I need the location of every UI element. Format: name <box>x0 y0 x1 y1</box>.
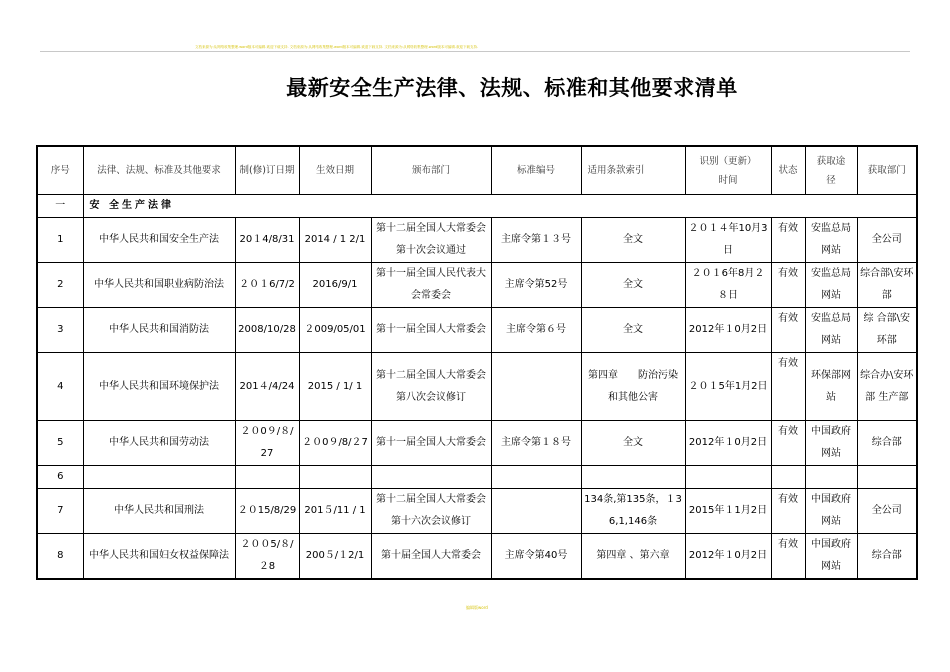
watermark-top: 文档来源为:从网络收集整理.word版本可编辑.欢迎下载支持. 文档来源为:从网络收集整理.word版本可编辑.欢迎下载支持. 文档来源为:从网络收集整理.word版本可编辑.欢迎下载支持. <box>195 45 479 49</box>
cell-std-no: 主席令第52号 <box>491 263 581 308</box>
cell-std-no <box>491 489 581 534</box>
cell-std-no <box>491 466 581 489</box>
cell-seq: 1 <box>37 218 83 263</box>
table-row <box>37 353 917 421</box>
page-title: 最新安全生产法律、法规、标准和其他要求清单 <box>286 76 738 100</box>
cell-source: 中国政府网站 <box>805 489 857 534</box>
cell-revise-date: ２００5/８/２8 <box>235 534 299 580</box>
cell-effective-date: ２009/05/01 <box>299 308 371 353</box>
cell-status: 有效 <box>771 218 805 263</box>
cell-status: 有效 <box>771 421 805 466</box>
cell-dept <box>857 466 917 489</box>
cell-source: 环保部网站 <box>805 353 857 421</box>
cell-source: 安监总局网站 <box>805 263 857 308</box>
table-row <box>37 263 917 308</box>
cell-dept: 综 合部\安环部 <box>857 308 917 353</box>
table-row <box>37 534 917 580</box>
cell-revise-date: ２０0９/８/ 27 <box>235 421 299 466</box>
cell-dept: 综合部 <box>857 534 917 580</box>
cell-issuer <box>371 466 491 489</box>
cell-name: 中华人民共和国消防法 <box>83 308 235 353</box>
cell-std-no: 主席令第40号 <box>491 534 581 580</box>
cell-revise-date: ２０15/8/29 <box>235 489 299 534</box>
cell-name: 中华人民共和国环境保护法 <box>83 353 235 421</box>
cell-std-no: 主席令第１８号 <box>491 421 581 466</box>
cell-clauses: 134条,第135条，１36,1,146条 <box>581 489 685 534</box>
cell-status: 有效 <box>771 263 805 308</box>
cell-status: 有效 <box>771 308 805 353</box>
col-source <box>805 146 857 195</box>
cell-dept: 综合部\安环部 <box>857 263 917 308</box>
cell-seq: 2 <box>37 263 83 308</box>
section-seq: 一 <box>37 195 83 218</box>
cell-issuer: 第十届全国人大常委会 <box>371 534 491 580</box>
cell-source: 安监总局网站 <box>805 308 857 353</box>
cell-effective-date: 2016/9/1 <box>299 263 371 308</box>
regulations-table <box>36 145 918 580</box>
cell-identify-time: 2015年１1月2日 <box>685 489 771 534</box>
cell-source: 中国政府网站 <box>805 421 857 466</box>
cell-issuer: 第十二届全国人大常委会第十次会议通过 <box>371 218 491 263</box>
cell-identify-time: ２０１5年1月2日 <box>685 353 771 421</box>
cell-effective-date: 2014 / 1 2/1 <box>299 218 371 263</box>
cell-seq: 8 <box>37 534 83 580</box>
cell-issuer: 第十二届全国人大常委会第八次会议修订 <box>371 353 491 421</box>
cell-issuer: 第十一届全国人大常委会 <box>371 308 491 353</box>
col-revise-date: 制(修)订日期 <box>235 146 299 195</box>
cell-effective-date <box>299 466 371 489</box>
cell-dept: 综合办\安环部 生产部 <box>857 353 917 421</box>
cell-seq: 7 <box>37 489 83 534</box>
table-row <box>37 308 917 353</box>
col-effective-date: 生效日期 <box>299 146 371 195</box>
cell-name: 中华人民共和国刑法 <box>83 489 235 534</box>
cell-status: 有效 <box>771 534 805 580</box>
cell-status <box>771 466 805 489</box>
cell-identify-time <box>685 466 771 489</box>
cell-clauses <box>581 466 685 489</box>
cell-effective-date: 200５/１2/1 <box>299 534 371 580</box>
cell-source: 安监总局网站 <box>805 218 857 263</box>
header-rule <box>40 51 910 52</box>
cell-clauses: 全文 <box>581 263 685 308</box>
col-seq: 序号 <box>37 146 83 195</box>
col-issuer: 颁布部门 <box>371 146 491 195</box>
col-identify-time <box>685 146 771 195</box>
cell-std-no <box>491 353 581 421</box>
col-std-no: 标准编号 <box>491 146 581 195</box>
cell-revise-date: ２０１6/7/2 <box>235 263 299 308</box>
cell-seq: 3 <box>37 308 83 353</box>
cell-clauses: 第四章 、第六章 <box>581 534 685 580</box>
cell-identify-time: ２０１6年8月２８日 <box>685 263 771 308</box>
cell-clauses: 全文 <box>581 218 685 263</box>
col-identify-time-line2: 时间 <box>718 174 738 186</box>
cell-issuer: 第十一届全国人大常委会 <box>371 421 491 466</box>
cell-seq: 6 <box>37 466 83 489</box>
cell-name: 中华人民共和国职业病防治法 <box>83 263 235 308</box>
cell-clauses: 全文 <box>581 421 685 466</box>
cell-status: 有效 <box>771 489 805 534</box>
section-row <box>37 195 917 218</box>
cell-issuer: 第十二届全国人大常委会第十六次会议修订 <box>371 489 491 534</box>
cell-source: 中国政府网站 <box>805 534 857 580</box>
cell-status: 有效 <box>771 353 805 421</box>
cell-std-no: 主席令第６号 <box>491 308 581 353</box>
header-row <box>37 146 917 195</box>
cell-revise-date: 2008/10/28 <box>235 308 299 353</box>
cell-name: 中华人民共和国安全生产法 <box>83 218 235 263</box>
col-clauses: 适用条款索引 <box>581 146 685 195</box>
cell-identify-time: 2012年１0月2日 <box>685 421 771 466</box>
table-row <box>37 466 917 489</box>
cell-effective-date: 2015 / 1/ 1 <box>299 353 371 421</box>
section-title: 安 全生产法律 <box>83 195 917 218</box>
cell-seq: 5 <box>37 421 83 466</box>
cell-clauses: 全文 <box>581 308 685 353</box>
cell-revise-date <box>235 466 299 489</box>
cell-effective-date: ２０0９/8/２7 <box>299 421 371 466</box>
col-name: 法律、法规、标准及其他要求 <box>83 146 235 195</box>
cell-identify-time: 2012年１0月2日 <box>685 308 771 353</box>
table-row <box>37 218 917 263</box>
table-row <box>37 421 917 466</box>
cell-issuer: 第十一届全国人民代表大会常委会 <box>371 263 491 308</box>
cell-dept: 综合部 <box>857 421 917 466</box>
cell-seq: 4 <box>37 353 83 421</box>
cell-clauses: 第四章 防治污染和其他公害 <box>581 353 685 421</box>
watermark-bottom: 编辑版word <box>466 605 488 610</box>
table-row <box>37 489 917 534</box>
cell-source <box>805 466 857 489</box>
cell-name: 中华人民共和国劳动法 <box>83 421 235 466</box>
cell-name <box>83 466 235 489</box>
col-dept: 获取部门 <box>857 146 917 195</box>
cell-identify-time: ２０１４年10月3日 <box>685 218 771 263</box>
cell-std-no: 主席令第１３号 <box>491 218 581 263</box>
col-status: 状态 <box>771 146 805 195</box>
cell-effective-date: 201５/11 / 1 <box>299 489 371 534</box>
col-source-line2: 径 <box>826 174 836 186</box>
cell-revise-date: 20１4/8/31 <box>235 218 299 263</box>
cell-identify-time: 2012年１0月2日 <box>685 534 771 580</box>
cell-dept: 全公司 <box>857 489 917 534</box>
cell-revise-date: 201４/4/24 <box>235 353 299 421</box>
col-source-line1: 获取途 <box>816 155 846 167</box>
col-identify-time-line1: 识别（更新） <box>699 155 757 167</box>
cell-dept: 全公司 <box>857 218 917 263</box>
cell-name: 中华人民共和国妇女权益保障法 <box>83 534 235 580</box>
